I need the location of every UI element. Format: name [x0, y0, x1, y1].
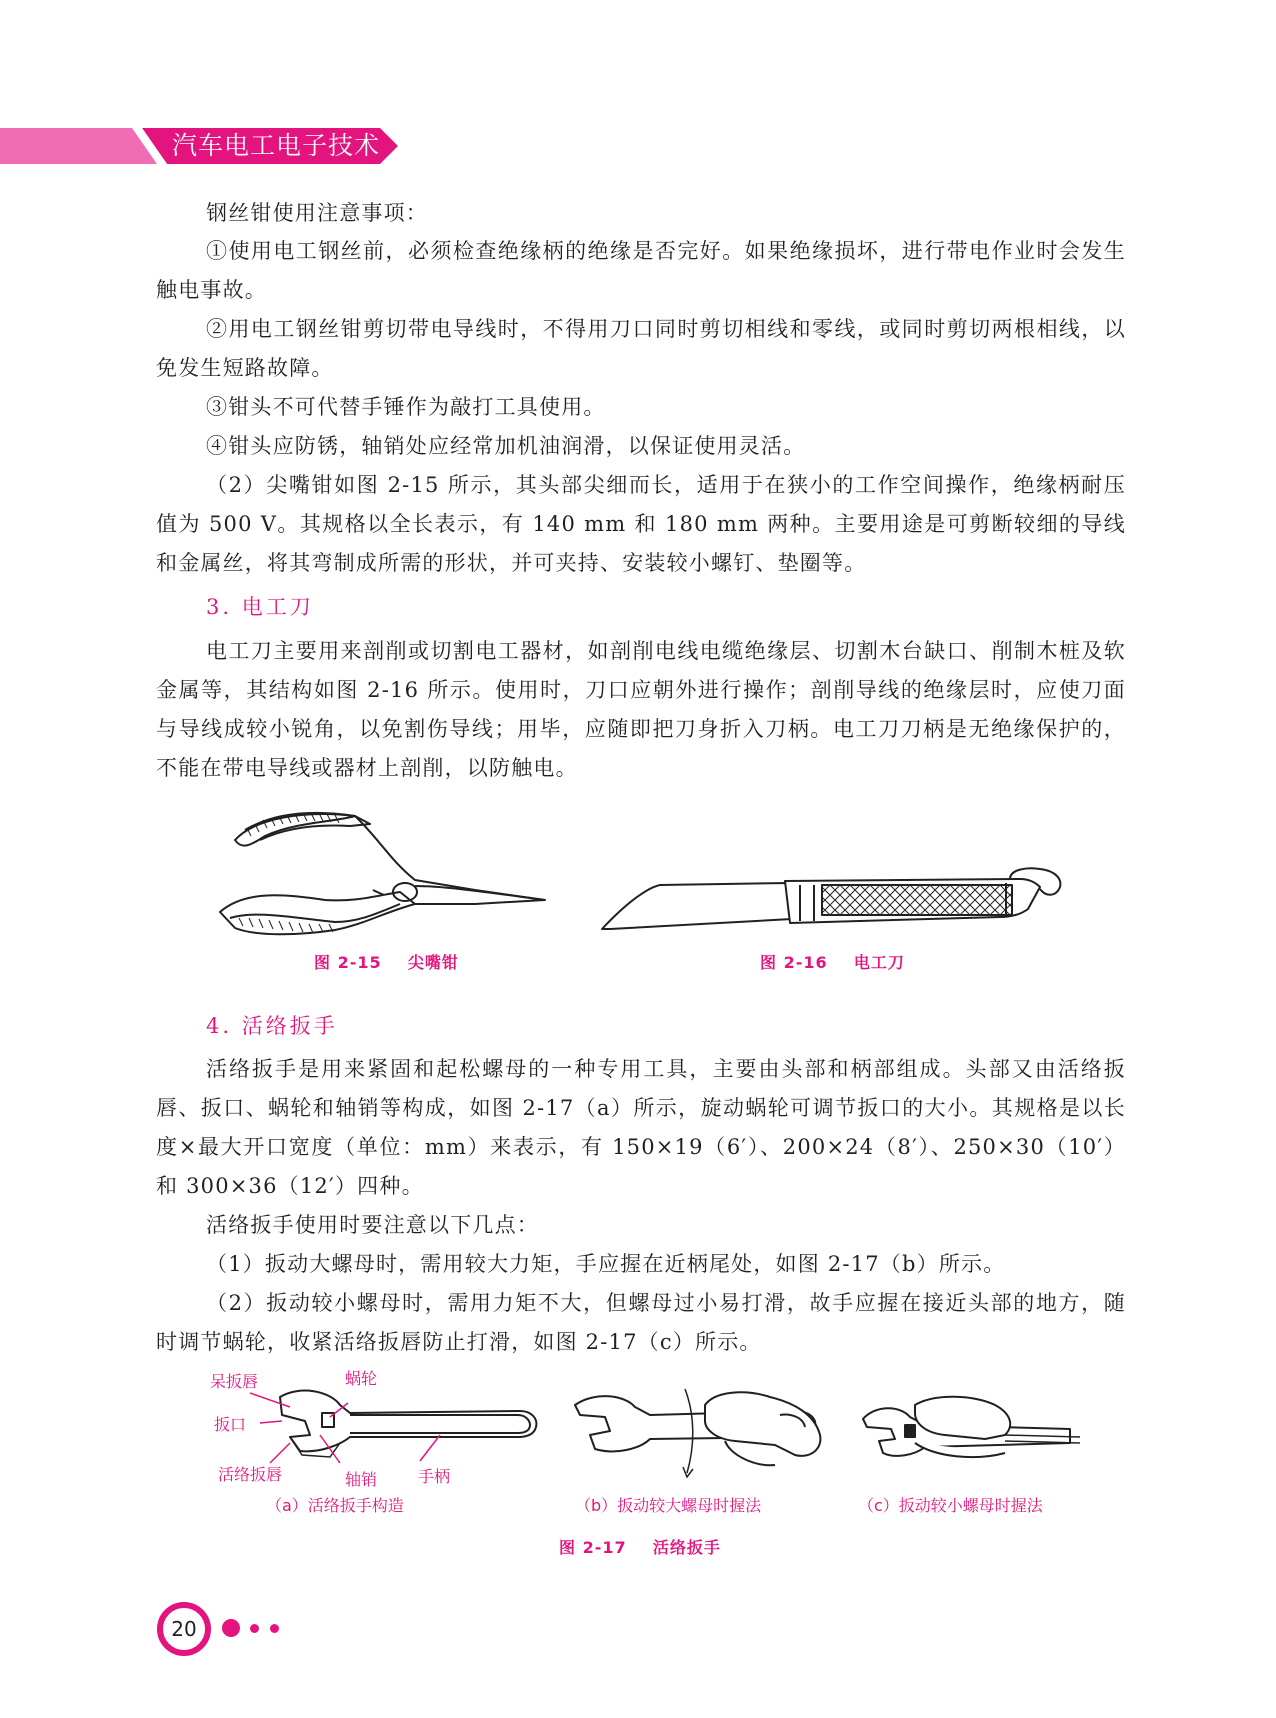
paragraph: 电工刀主要用来剖削或切割电工器材，如剖削电线电缆绝缘层、切割木台缺口、削制木桩及软金属等，其结构如图 2-16 所示。使用时，刀口应朝外进行操作；剖削导线的绝缘层时，应使刀面与导线成较小锐角，以免割伤导线；用毕，应随即把刀身折入刀柄。电工刀刀柄是无绝缘保护的，不能在带电导线或器材上剖削，以防触电。 [156, 639, 1126, 780]
book-title: 汽车电工电子技术 [172, 131, 381, 160]
figure-caption: 图 2-17 活络扳手 [559, 1538, 721, 1557]
adjustable-wrench-structure-illustration [250, 1385, 540, 1465]
paragraph: 活络扳手使用时要注意以下几点： [206, 1213, 539, 1237]
section-heading: 3. 电工刀 [206, 595, 314, 619]
wrench-label-fixed-jaw: 呆扳唇 [210, 1372, 259, 1391]
wrench-label-movable-jaw: 活络扳唇 [218, 1465, 283, 1484]
paragraph: ②用电工钢丝钳剪切带电导线时，不得用刀口同时剪切相线和零线，或同时剪切两根相线，以免发生短路故障。 [156, 317, 1126, 380]
decorative-dot [270, 1624, 279, 1633]
section-heading: 4. 活络扳手 [206, 1014, 338, 1038]
figure-subcaption: （c）扳动较小螺母时握法 [858, 1496, 1043, 1515]
decorative-dot [250, 1624, 259, 1633]
decorative-dot [222, 1619, 240, 1637]
paragraph: ③钳头不可代替手锤作为敲打工具使用。 [206, 395, 606, 419]
paragraph: 活络扳手是用来紧固和起松螺母的一种专用工具，主要由头部和柄部组成。头部又由活络扳唇、扳口、蜗轮和轴销等构成，如图 2-17（a）所示，旋动蜗轮可调节扳口的大小。其规格是以长度×最大开口宽度（单位：mm）来表示，有 150×19（6′）、200×24（8′）、250×30（10′）和 300×36（12′）四种。 [156, 1057, 1126, 1198]
page-number: 20 [171, 1617, 197, 1641]
paragraph: （1）扳动大螺母时，需用较大力矩，手应握在近柄尾处，如图 2-17（b）所示。 [206, 1252, 1006, 1276]
figure-subcaption: （a）活络扳手构造 [266, 1496, 404, 1515]
paragraph: 钢丝钳使用注意事项： [206, 201, 428, 225]
wrench-grip-small-nut-illustration [855, 1395, 1085, 1475]
figure-caption: 图 2-16 电工刀 [760, 953, 905, 972]
paragraph: （2）尖嘴钳如图 2-15 所示，其头部尖细而长，适用于在狭小的工作空间操作，绝缘柄耐压值为 500 V。其规格以全长表示，有 140 mm 和 180 mm 两种。主要用途是可剪断较细的导线和金属丝，将其弯制成所需的形状，并可夹持、安装较小螺钉、垫圈等。 [156, 473, 1126, 575]
needle-nose-pliers-illustration [215, 800, 555, 940]
paragraph: ④钳头应防锈，轴销处应经常加机油润滑，以保证使用灵活。 [206, 434, 806, 458]
wrench-label-pin: 轴销 [345, 1470, 378, 1489]
wrench-label-mouth: 扳口 [214, 1415, 247, 1434]
electrician-knife-illustration [600, 865, 1070, 935]
figure-caption: 图 2-15 尖嘴钳 [314, 953, 459, 972]
paragraph: ①使用电工钢丝前，必须检查绝缘柄的绝缘是否完好。如果绝缘损坏，进行带电作业时会发生触电事故。 [156, 239, 1126, 302]
paragraph: （2）扳动较小螺母时，需用力矩不大，但螺母过小易打滑，故手应握在接近头部的地方，随时调节蜗轮，收紧活络扳唇防止打滑，如图 2-17（c）所示。 [156, 1291, 1126, 1354]
wrench-label-worm: 蜗轮 [345, 1369, 378, 1388]
wrench-label-handle: 手柄 [418, 1467, 451, 1486]
figure-subcaption: （b）扳动较大螺母时握法 [575, 1496, 762, 1515]
wrench-grip-large-nut-illustration [555, 1385, 845, 1485]
